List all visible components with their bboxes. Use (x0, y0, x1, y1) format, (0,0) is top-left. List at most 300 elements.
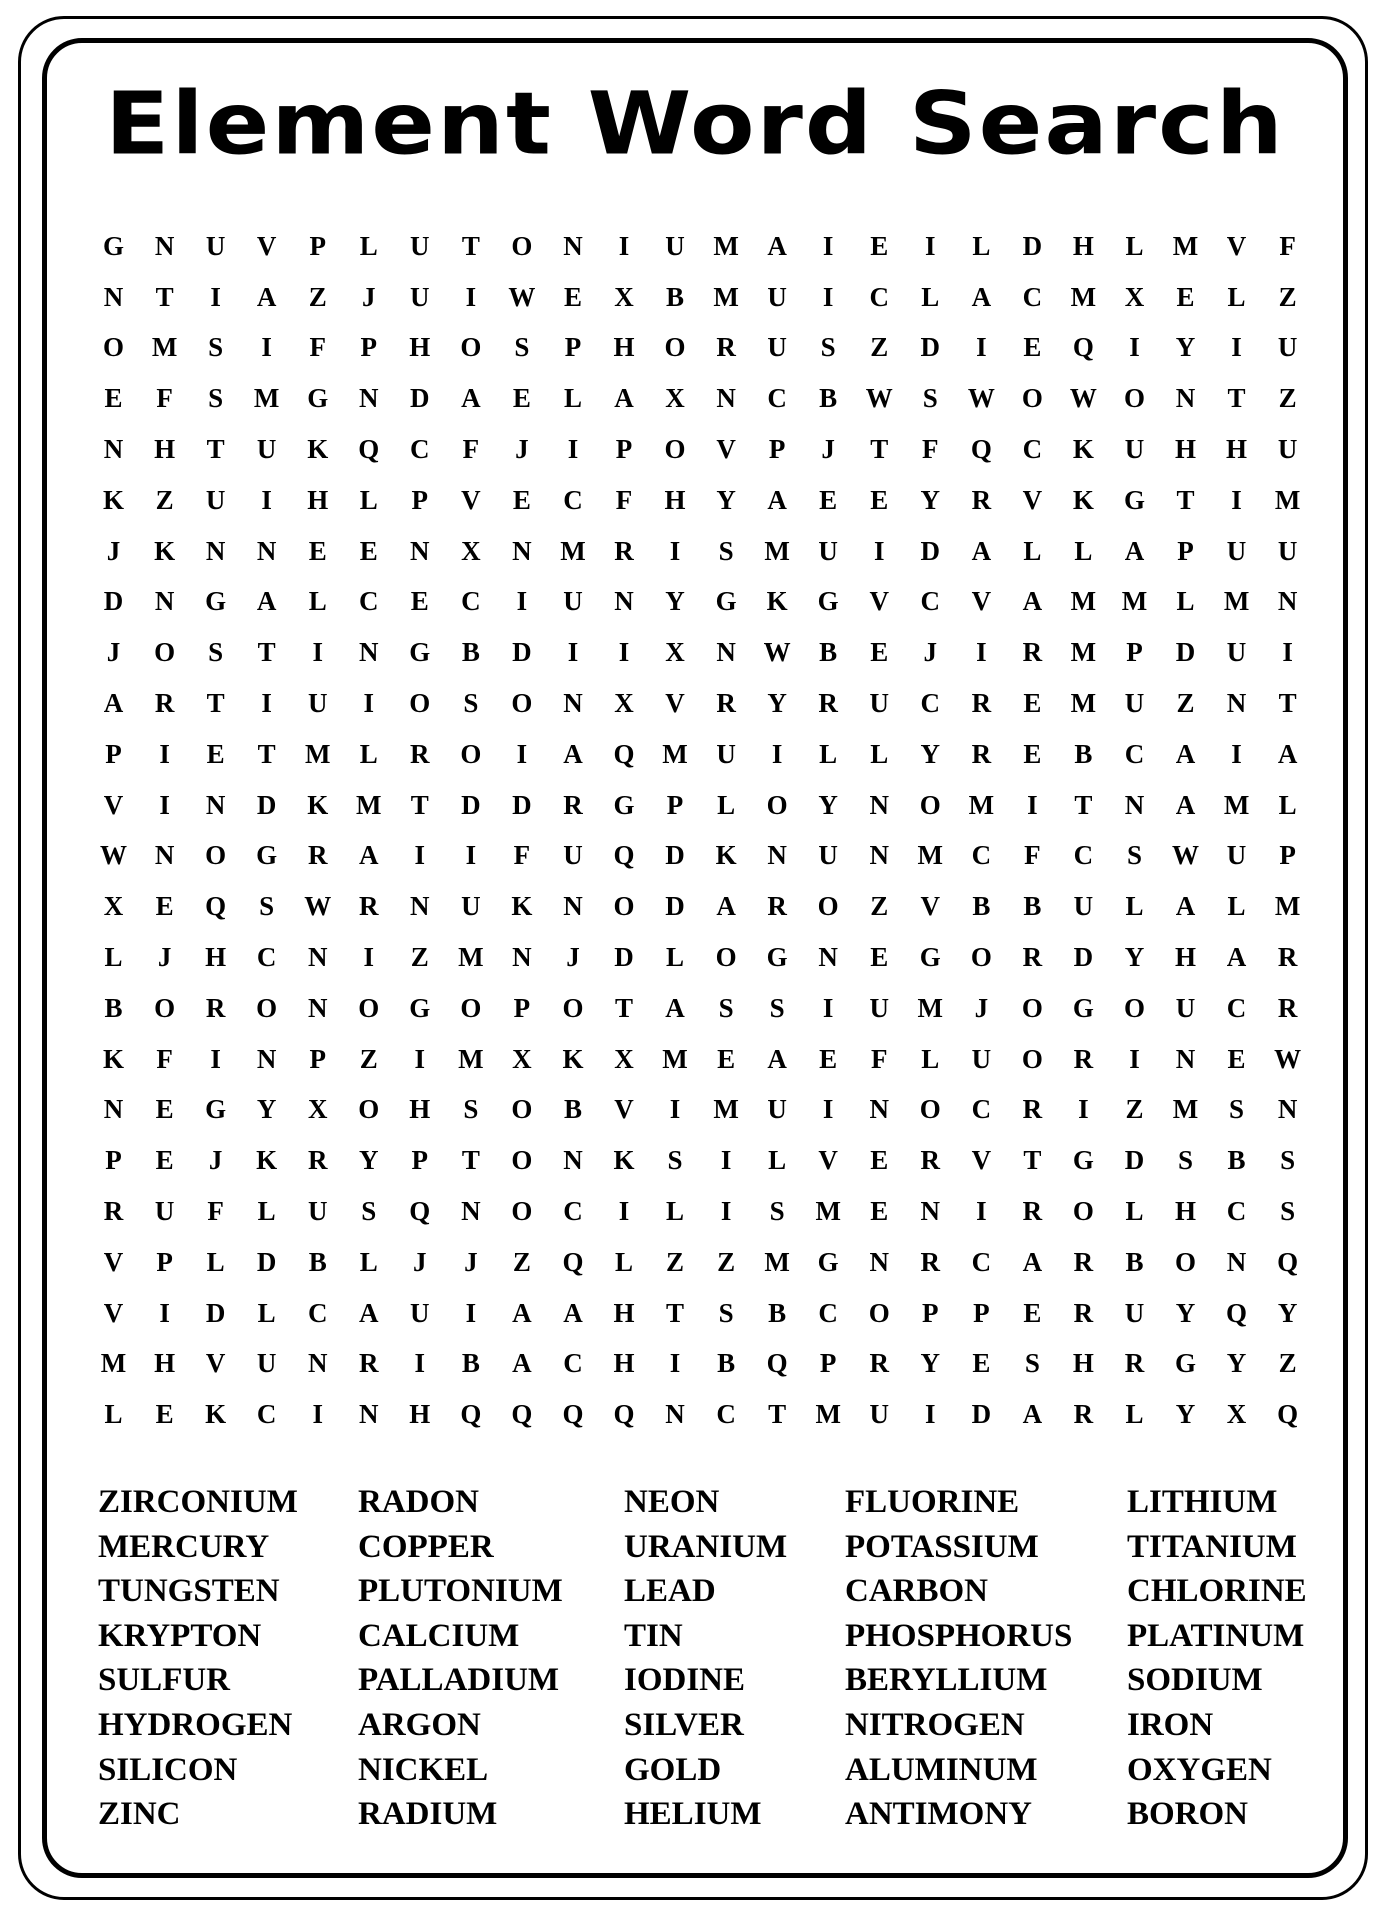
grid-letter: O (460, 332, 482, 363)
grid-letter: H (1175, 942, 1197, 973)
grid-letter: X (614, 281, 634, 312)
grid-letter: D (614, 942, 634, 973)
grid-letter: U (869, 1399, 889, 1430)
grid-letter: Z (155, 484, 174, 515)
word-list-item: CALCIUM (358, 1617, 520, 1654)
word-column (358, 1480, 563, 1837)
grid-letter: V (103, 1246, 124, 1277)
grid-letter: M (917, 840, 944, 871)
grid-letter: T (155, 281, 174, 312)
grid-letter: I (873, 535, 885, 566)
grid-letter: C (1022, 281, 1043, 312)
grid-letter: D (512, 789, 532, 820)
grid-letter: U (563, 586, 583, 617)
grid-letter: Z (1176, 688, 1195, 719)
grid-letter: R (971, 688, 992, 719)
grid-letter: H (154, 434, 176, 465)
grid-letter: A (767, 230, 787, 261)
word-list-item: KRYPTON (98, 1617, 262, 1654)
grid-letter: F (1024, 840, 1041, 871)
grid-letter: A (971, 535, 992, 566)
grid-letter: A (1175, 789, 1196, 820)
grid-letter: N (716, 637, 736, 668)
grid-letter: J (974, 992, 989, 1023)
grid-letter: W (100, 840, 128, 871)
grid-letter: G (103, 230, 125, 261)
grid-letter: E (512, 484, 531, 515)
grid-letter: K (154, 535, 176, 566)
grid-letter: X (103, 891, 124, 922)
grid-letter: P (309, 1043, 326, 1074)
grid-letter: N (869, 840, 889, 871)
grid-letter: I (925, 230, 936, 261)
grid-letter: S (718, 535, 734, 566)
grid-letter: S (361, 1196, 377, 1227)
grid-letter: Y (716, 484, 736, 515)
grid-letter: V (818, 1145, 838, 1176)
grid-letter: E (1023, 688, 1042, 719)
grid-letter: R (563, 789, 583, 820)
grid-letter: E (410, 586, 429, 617)
grid-letter: A (971, 281, 992, 312)
word-list-item: SODIUM (1127, 1662, 1263, 1699)
grid-letter: K (307, 789, 329, 820)
word-list-item: IRON (1127, 1706, 1214, 1743)
word-list-item: ZINC (98, 1796, 181, 1833)
grid-letter: U (1073, 891, 1094, 922)
grid-letter: R (971, 738, 992, 769)
grid-letter: Y (1175, 1399, 1196, 1430)
grid-letter: S (718, 1297, 734, 1328)
grid-letter: U (1175, 992, 1196, 1023)
grid-letter: W (1274, 1043, 1302, 1074)
grid-letter: M (356, 789, 382, 820)
grid-letter: I (261, 688, 272, 719)
grid-letter: C (359, 586, 379, 617)
grid-letter: D (1022, 230, 1043, 261)
grid-letter: Q (1277, 1246, 1299, 1277)
grid-letter: P (1177, 535, 1194, 566)
grid-letter: V (1022, 484, 1043, 515)
grid-letter: H (1175, 434, 1197, 465)
grid-letter: B (461, 1348, 480, 1379)
grid-letter: E (870, 942, 889, 973)
grid-letter: F (922, 434, 939, 465)
grid-letter: B (461, 637, 480, 668)
grid-letter: I (414, 1348, 426, 1379)
grid-letter: Y (1124, 942, 1145, 973)
grid-letter: L (972, 230, 991, 261)
grid-letter: J (208, 1145, 223, 1176)
grid-letter: P (513, 992, 531, 1023)
grid-letter: D (205, 1297, 226, 1328)
grid-letter: F (156, 1043, 173, 1074)
grid-letter: C (461, 586, 481, 617)
grid-letter: B (563, 1094, 582, 1125)
grid-letter: L (1278, 789, 1297, 820)
grid-letter: U (665, 230, 685, 261)
grid-letter: H (409, 1399, 431, 1430)
grid-letter: M (1070, 688, 1097, 719)
grid-letter: W (1069, 383, 1097, 414)
word-list-item: LEAD (624, 1573, 716, 1610)
grid-letter: A (1175, 891, 1196, 922)
grid-letter: U (1124, 1297, 1145, 1328)
grid-letter: X (307, 1094, 328, 1125)
grid-letter: E (512, 383, 531, 414)
grid-letter: Y (359, 1145, 379, 1176)
grid-letter: A (1022, 1246, 1043, 1277)
grid-letter: S (769, 992, 785, 1023)
grid-letter: V (256, 230, 277, 261)
grid-letter: V (205, 1348, 226, 1379)
grid-letter: I (1078, 1094, 1089, 1125)
grid-letter: M (662, 738, 688, 769)
grid-letter: D (256, 789, 277, 820)
grid-letter: H (154, 1348, 176, 1379)
grid-letter: N (154, 230, 175, 261)
word-list-item: TUNGSTEN (98, 1573, 280, 1610)
grid-letter: D (103, 586, 124, 617)
grid-letter: P (309, 230, 326, 261)
grid-letter: C (1226, 992, 1247, 1023)
grid-letter: B (717, 1348, 736, 1379)
grid-letter: I (669, 1348, 681, 1379)
grid-letter: L (1125, 230, 1144, 261)
grid-letter: V (614, 1094, 634, 1125)
grid-letter: E (870, 1145, 889, 1176)
grid-letter: D (665, 891, 685, 922)
grid-letter: X (461, 535, 481, 566)
grid-letter: I (618, 230, 630, 261)
grid-letter: I (925, 1399, 936, 1430)
grid-letter: I (822, 230, 834, 261)
grid-letter: N (563, 1145, 583, 1176)
grid-letter: Q (460, 1399, 482, 1430)
word-list-item: PLATINUM (1127, 1617, 1305, 1654)
grid-letter: J (362, 281, 376, 312)
grid-letter: H (1072, 230, 1094, 261)
grid-letter: M (764, 535, 790, 566)
word-list-item: NICKEL (358, 1751, 489, 1788)
grid-letter: W (865, 383, 893, 414)
word-list-item: URANIUM (624, 1528, 788, 1565)
grid-letter: H (409, 1094, 431, 1125)
grid-letter: U (563, 840, 583, 871)
grid-letter: M (713, 1094, 739, 1125)
grid-letter: F (513, 840, 531, 871)
grid-letter: E (104, 383, 123, 414)
grid-letter: Q (562, 1246, 584, 1277)
grid-letter: N (767, 840, 787, 871)
grid-letter: R (1277, 992, 1298, 1023)
grid-letter: O (715, 942, 737, 973)
grid-letter: I (1231, 738, 1242, 769)
grid-letter: I (465, 1297, 477, 1328)
word-list-item: GOLD (624, 1751, 722, 1788)
grid-letter: P (1126, 637, 1143, 668)
grid-letter: A (359, 840, 379, 871)
grid-letter: V (971, 1145, 992, 1176)
grid-letter: O (1123, 383, 1145, 414)
grid-letter: N (563, 891, 583, 922)
grid-letter: M (151, 332, 178, 363)
grid-letter: M (713, 281, 739, 312)
grid-letter: E (155, 1145, 174, 1176)
grid-letter: A (614, 383, 634, 414)
grid-letter: D (256, 1246, 277, 1277)
grid-letter: D (971, 1399, 992, 1430)
grid-letter: N (1226, 1246, 1247, 1277)
grid-letter: M (917, 992, 944, 1023)
grid-letter: F (156, 383, 173, 414)
grid-letter: L (359, 230, 378, 261)
grid-letter: L (921, 281, 940, 312)
grid-letter: R (1277, 942, 1298, 973)
grid-letter: O (1123, 992, 1145, 1023)
grid-letter: F (207, 1196, 224, 1227)
grid-letter: W (304, 891, 332, 922)
grid-letter: X (1226, 1399, 1247, 1430)
grid-letter: C (256, 942, 277, 973)
grid-letter: P (156, 1246, 173, 1277)
grid-letter: I (363, 688, 375, 719)
grid-letter: G (817, 586, 839, 617)
grid-letter: Z (410, 942, 429, 973)
grid-letter: P (819, 1348, 837, 1379)
grid-letter: O (919, 1094, 941, 1125)
grid-letter: P (615, 434, 633, 465)
grid-letter: O (511, 230, 533, 261)
grid-letter: I (1231, 484, 1242, 515)
grid-letter: L (308, 586, 327, 617)
word-list-item: IODINE (624, 1662, 746, 1699)
grid-letter: X (665, 383, 685, 414)
grid-letter: J (515, 434, 529, 465)
grid-letter: O (511, 688, 533, 719)
grid-letter: V (1226, 230, 1247, 261)
grid-letter: A (767, 484, 787, 515)
grid-letter: Z (870, 332, 889, 363)
grid-letter: R (307, 840, 328, 871)
grid-letter: R (767, 891, 787, 922)
grid-letter: Y (920, 484, 941, 515)
grid-letter: E (1176, 281, 1195, 312)
grid-letter: O (154, 992, 176, 1023)
grid-letter: H (613, 1348, 635, 1379)
grid-letter: A (256, 586, 277, 617)
grid-letter: D (512, 637, 532, 668)
grid-letter: G (817, 1246, 839, 1277)
grid-letter: I (567, 637, 579, 668)
grid-letter: N (665, 1399, 685, 1430)
grid-letter: T (257, 738, 276, 769)
word-list-item: OXYGEN (1127, 1751, 1272, 1788)
grid-letter: Q (613, 1399, 635, 1430)
grid-letter: I (618, 1196, 630, 1227)
grid-letter: E (819, 1043, 838, 1074)
grid-letter: E (155, 891, 174, 922)
grid-letter: F (309, 332, 326, 363)
grid-letter: Y (920, 738, 941, 769)
grid-letter: I (822, 992, 834, 1023)
grid-letter: Q (613, 738, 635, 769)
word-list-item: CHLORINE (1127, 1573, 1307, 1610)
grid-letter: K (1072, 484, 1094, 515)
grid-letter: R (971, 484, 992, 515)
grid-letter: I (822, 1094, 834, 1125)
grid-letter: T (1278, 688, 1297, 719)
grid-letter: E (870, 230, 889, 261)
grid-letter: M (458, 1043, 484, 1074)
grid-letter: O (256, 992, 278, 1023)
grid-letter: S (820, 332, 836, 363)
grid-letter: S (1280, 1196, 1296, 1227)
grid-letter: D (461, 789, 481, 820)
grid-letter: S (922, 383, 938, 414)
word-list-item: SILVER (624, 1706, 744, 1743)
grid-letter: B (308, 1246, 327, 1277)
grid-letter: U (410, 230, 430, 261)
grid-letter: I (669, 1094, 681, 1125)
grid-letter: Q (562, 1399, 584, 1430)
grid-letter: N (1175, 1043, 1196, 1074)
grid-letter: V (665, 688, 685, 719)
grid-letter: H (409, 332, 431, 363)
grid-letter: N (461, 1196, 481, 1227)
grid-letter: L (257, 1297, 276, 1328)
grid-letter: S (1229, 1094, 1245, 1125)
grid-letter: B (972, 891, 991, 922)
grid-letter: A (1022, 586, 1043, 617)
grid-letter: U (818, 840, 838, 871)
grid-letter: J (821, 434, 835, 465)
grid-letter: I (567, 434, 579, 465)
grid-letter: C (920, 688, 941, 719)
grid-letter: A (716, 891, 736, 922)
grid-letter: D (1175, 637, 1196, 668)
grid-letter: S (769, 1196, 785, 1227)
grid-letter: P (922, 1297, 939, 1328)
grid-letter: C (716, 1399, 736, 1430)
grid-letter: I (261, 332, 272, 363)
grid-letter: G (409, 637, 431, 668)
grid-letter: O (460, 992, 482, 1023)
word-list-item: HELIUM (624, 1796, 762, 1833)
grid-letter: Q (613, 840, 635, 871)
grid-letter: N (716, 383, 736, 414)
grid-letter: T (206, 688, 225, 719)
grid-letter: M (1070, 281, 1097, 312)
grid-letter: E (308, 535, 327, 566)
word-list-item: PLUTONIUM (358, 1573, 563, 1610)
grid-letter: A (512, 1348, 532, 1379)
grid-letter: Q (1072, 332, 1094, 363)
grid-letter: T (1074, 789, 1093, 820)
grid-letter: W (763, 637, 791, 668)
grid-letter: U (1226, 535, 1247, 566)
grid-letter: Q (511, 1399, 533, 1430)
grid-letter: Q (1277, 1399, 1299, 1430)
grid-letter: C (256, 1399, 277, 1430)
grid-letter: E (1023, 738, 1042, 769)
grid-letter: O (460, 738, 482, 769)
grid-letter: K (613, 1145, 635, 1176)
grid-letter: N (818, 942, 838, 973)
grid-letter: T (410, 789, 429, 820)
grid-letter: G (1123, 484, 1145, 515)
grid-letter: T (1023, 1145, 1042, 1176)
grid-letter: P (360, 332, 377, 363)
grid-letter: R (818, 688, 838, 719)
grid-letter: X (665, 637, 685, 668)
grid-letter: J (413, 1246, 427, 1277)
grid-letter: P (666, 789, 684, 820)
word-list-item: NITROGEN (845, 1706, 1025, 1743)
grid-letter: R (103, 1196, 124, 1227)
grid-letter: U (205, 230, 226, 261)
grid-letter: I (1231, 332, 1242, 363)
grid-letter: B (1125, 1246, 1144, 1277)
grid-letter: N (256, 1043, 277, 1074)
grid-letter: R (359, 891, 379, 922)
grid-letter: I (669, 535, 681, 566)
grid-letter: I (414, 1043, 426, 1074)
grid-letter: K (205, 1399, 227, 1430)
grid-letter: V (920, 891, 941, 922)
grid-letter: L (666, 942, 685, 973)
grid-letter: M (1172, 1094, 1199, 1125)
grid-letter: U (716, 738, 736, 769)
grid-letter: O (664, 332, 686, 363)
grid-letter: S (1126, 840, 1142, 871)
grid-letter: L (359, 484, 378, 515)
grid-letter: T (1176, 484, 1195, 515)
word-list-item: TITANIUM (1127, 1528, 1297, 1565)
grid-letter: U (1124, 434, 1145, 465)
grid-letter: G (205, 1094, 227, 1125)
grid-letter: O (1021, 992, 1043, 1023)
grid-letter: D (1124, 1145, 1145, 1176)
grid-letter: I (159, 738, 170, 769)
grid-letter: U (256, 434, 277, 465)
grid-letter: S (208, 332, 224, 363)
word-list-item: PHOSPHORUS (845, 1617, 1073, 1654)
grid-letter: N (256, 535, 277, 566)
grid-letter: X (1124, 281, 1145, 312)
grid-letter: K (256, 1145, 278, 1176)
grid-letter: T (257, 637, 276, 668)
grid-letter: O (817, 891, 839, 922)
grid-letter: R (1073, 1043, 1094, 1074)
grid-letter: M (1223, 586, 1250, 617)
grid-letter: J (106, 637, 121, 668)
grid-letter: U (256, 1348, 277, 1379)
grid-letter: O (1021, 1043, 1043, 1074)
grid-letter: B (768, 1297, 787, 1328)
grid-letter: G (715, 586, 737, 617)
grid-letter: C (971, 840, 992, 871)
grid-letter: L (359, 1246, 378, 1277)
grid-letter: I (516, 738, 528, 769)
grid-letter: M (1070, 586, 1097, 617)
grid-letter: A (256, 281, 277, 312)
grid-letter: C (971, 1094, 992, 1125)
grid-letter: L (257, 1196, 276, 1227)
grid-letter: S (259, 891, 275, 922)
grid-letter: P (411, 1145, 429, 1176)
grid-letter: S (1280, 1145, 1296, 1176)
